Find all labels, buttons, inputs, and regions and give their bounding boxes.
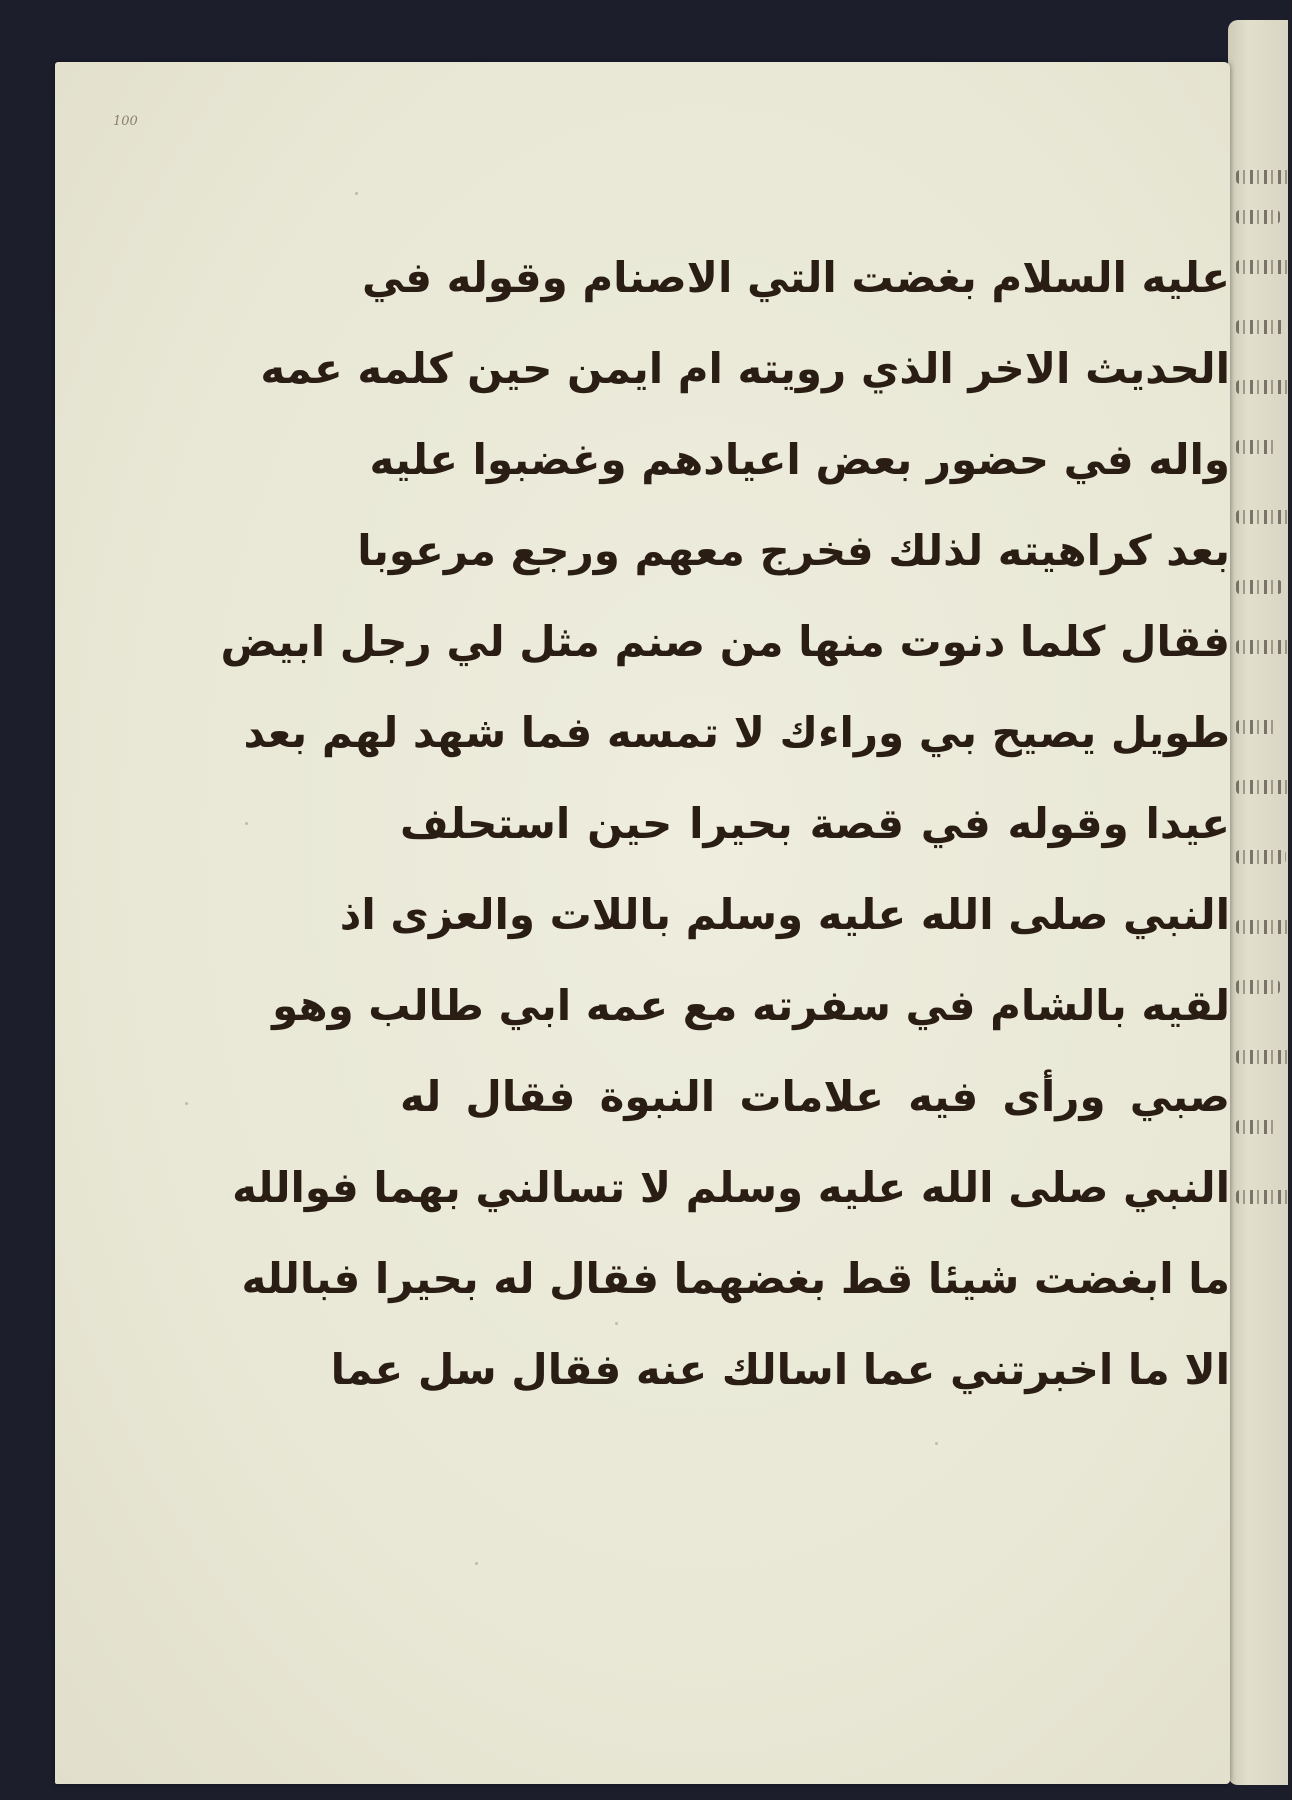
text-line: الا ما اخبرتني عما اسالك عنه فقال سل عما bbox=[330, 1345, 1230, 1394]
text-line: بعد كراهيته لذلك فخرج معهم ورجع مرعوبا bbox=[357, 526, 1230, 575]
text-line: لقيه بالشام في سفرته مع عمه ابي طالب وهو bbox=[272, 981, 1230, 1030]
text-line: عيدا وقوله في قصة بحيرا حين استحلف bbox=[400, 799, 1230, 848]
text-line: واله في حضور بعض اعيادهم وغضبوا عليه bbox=[369, 435, 1230, 484]
folio-number: 100 bbox=[113, 114, 138, 129]
text-line: ما ابغضت شيئا قط بغضهما فقال له بحيرا فبالله bbox=[241, 1254, 1230, 1303]
facing-page-edge bbox=[1228, 20, 1288, 1785]
text-line: عليه السلام بغضت التي الاصنام وقوله في bbox=[361, 253, 1230, 302]
text-line: النبي صلى الله عليه وسلم باللات والعزى اذ bbox=[339, 890, 1230, 939]
text-line: طويل يصيح بي وراءك لا تمسه فما شهد لهم بعد bbox=[243, 708, 1230, 757]
text-line: الحديث الاخر الذي رويته ام ايمن حين كلمه عمه bbox=[260, 344, 1230, 393]
manuscript-page bbox=[55, 62, 1230, 1784]
text-line: النبي صلى الله عليه وسلم لا تسالني بهما فوالله bbox=[232, 1163, 1230, 1212]
text-line: صبي ورأى فيه علامات النبوة فقال له bbox=[400, 1072, 1230, 1121]
manuscript-text bbox=[220, 232, 1230, 1415]
text-line: فقال كلما دنوت منها من صنم مثل لي رجل ابيض bbox=[220, 617, 1230, 666]
